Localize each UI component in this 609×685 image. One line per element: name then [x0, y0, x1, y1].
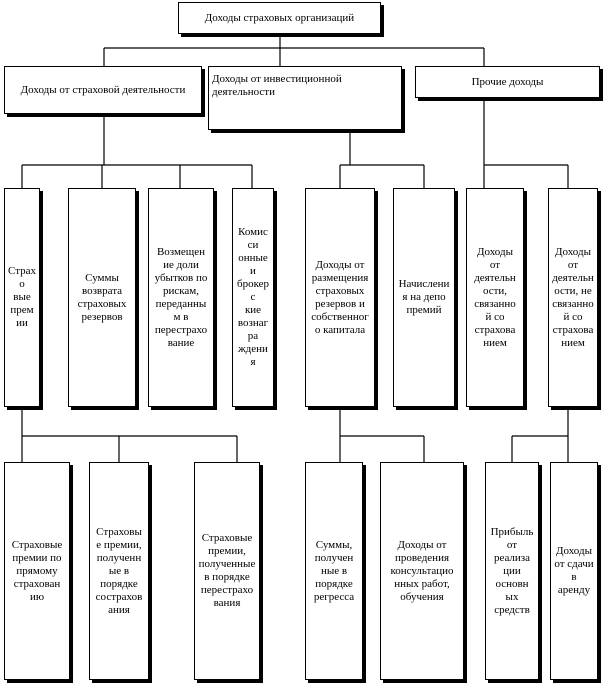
coinsurance-premiums-label: Страховы е премии, полученн ые в порядке сострахов ания — [95, 525, 143, 616]
reinsurance-premiums-label: Страховые премии, полученные в порядке перестрахо вания — [198, 532, 256, 609]
deposit-interest-label: Начислени я на депо премий — [398, 278, 450, 316]
commissions-label: Комисси онные и брокерс кие вознагра ждения — [236, 226, 270, 368]
group-investment-label: Доходы от инвестиционной деятельности — [212, 73, 342, 98]
loss-compensation-box — [148, 188, 214, 407]
group-other-label: Прочие доходы — [471, 75, 544, 88]
rent-income-label: Доходы от сдачи в аренду — [554, 545, 594, 596]
recourse-sums-box — [305, 462, 363, 680]
placement-income-label: Доходы от размещения страховых резервов и собственног о капитала — [311, 258, 369, 336]
direct-premiums-label: Страховые премии по прямому страхован ию — [11, 538, 63, 603]
unrelated-income-label: Доходы от деятельн ости, не связанно й со страхова нием — [552, 245, 594, 349]
deposit-interest-box — [393, 188, 455, 407]
related-income-label: Доходы от деятельн ости, связанно й со страхова нием — [474, 245, 516, 349]
placement-income-box — [305, 188, 375, 407]
coinsurance-premiums-box — [89, 462, 149, 680]
reserve-return-label: Суммы возврата страховых резервов — [77, 271, 127, 323]
recourse-sums-label: Суммы, получен ные в порядке регресса — [313, 538, 355, 603]
asset-sale-profit-box — [485, 462, 539, 680]
group-insurance-label: Доходы от страховой деятельности — [20, 83, 186, 96]
reserve-return-box — [68, 188, 136, 407]
group-investment-box — [208, 66, 402, 130]
group-other-box — [415, 66, 600, 98]
premiums-label: Страхо вые премии — [8, 265, 37, 329]
commissions-box — [232, 188, 274, 407]
consulting-income-label: Доходы от проведения консультацио нных работ, обучения — [390, 538, 454, 603]
asset-sale-profit-label: Прибыль от реализа ции основн ых средств — [490, 525, 534, 616]
related-income-box — [466, 188, 524, 407]
root-box — [178, 2, 381, 34]
rent-income-box — [550, 462, 598, 680]
premiums-box — [4, 188, 40, 407]
consulting-income-box — [380, 462, 464, 680]
direct-premiums-box — [4, 462, 70, 680]
group-insurance-box — [4, 66, 202, 114]
unrelated-income-box — [548, 188, 598, 407]
loss-compensation-label: Возмещен ие доли убытков по рискам, переданны м в перестрахо вание — [154, 245, 208, 349]
reinsurance-premiums-box — [194, 462, 260, 680]
root-label: Доходы страховых организаций — [204, 11, 355, 24]
